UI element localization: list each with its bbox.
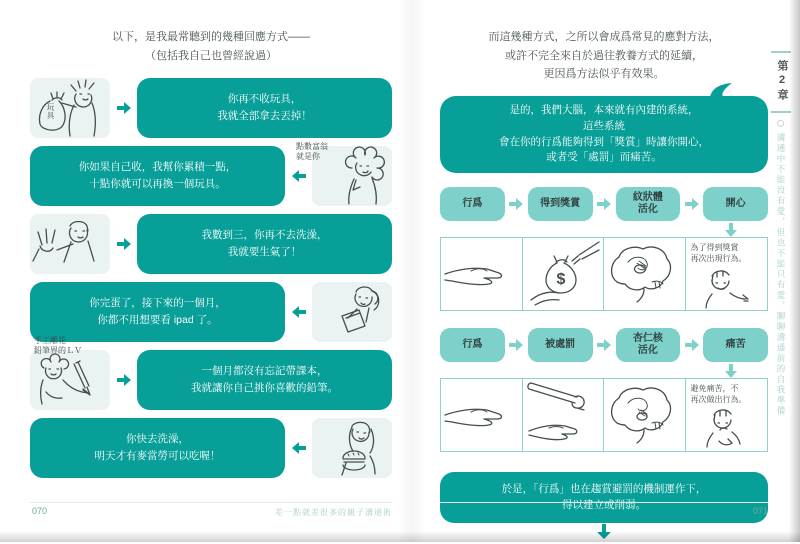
chapter-label: 第2章: [776, 60, 788, 103]
dollar-sign: $: [556, 271, 565, 289]
running-title: 差一點就差很多的親子溝通術: [275, 508, 392, 517]
arrow-right-icon: [116, 214, 131, 274]
speech-bubble: [30, 146, 285, 206]
pill-happy: 開心: [703, 187, 768, 221]
bubble-line: 你再不收玩具，: [227, 93, 302, 106]
striatum-brain-cell: [604, 238, 686, 310]
bubble-line: 明天才有麥當勞可以吃喔！: [94, 449, 221, 462]
page-edge-shadow: [0, 531, 800, 542]
fancy-pencil-icon: [30, 350, 110, 410]
points-caption: 點數富翁 就是你: [296, 141, 328, 162]
right-page-intro: [440, 28, 768, 84]
speech-bubble: [30, 418, 285, 478]
speech-tail-icon: [708, 83, 734, 97]
page-number-left: 070: [32, 506, 48, 516]
arrow-right-icon: [116, 350, 131, 410]
sad-child-cell: [686, 379, 768, 451]
footer-rule: [30, 502, 392, 503]
woman-with-tablet-icon: [312, 282, 392, 342]
pill-amygdala: 杏仁核 活化: [616, 328, 681, 362]
happy-child-cell: [686, 238, 768, 310]
pill-punished: 被處罰: [528, 328, 593, 362]
chapter-subtitle: 溝通中不能沒有愛，但也不能只有愛，聊聊溝通前的自我準備: [776, 133, 786, 417]
hamburger-icon: [312, 418, 392, 478]
money-bag-icon: [523, 238, 601, 310]
amygdala-brain-cell: [604, 379, 686, 451]
bubble-line: 於是，「行爲」也在趨賞避罰的機制運作下，: [501, 483, 707, 496]
speech-bubble: [137, 214, 392, 274]
counting-three-illustration: [30, 214, 110, 274]
bubble-line: 或者受「處罰」而痛苦。: [546, 151, 662, 164]
pill-behavior: 行爲: [440, 187, 505, 221]
speech-bubble: [137, 78, 392, 138]
stick-hitting-hand-icon: [523, 379, 601, 451]
intro-line-1: 而這幾種方式，之所以會成爲常見的應對方法，: [488, 31, 720, 43]
conclusion-bubble: [440, 472, 768, 523]
brain-striatum-icon: [604, 238, 682, 310]
bubble-line: 你如果自己收，我幫你累積一點，: [78, 161, 237, 174]
speech-bubble: [137, 350, 392, 410]
toy-bag-label: 玩具: [46, 102, 55, 120]
speech-bubble: [30, 282, 285, 342]
reward-flow: [440, 187, 768, 311]
bubble-line: 你完蛋了，接下來的一個月，: [89, 297, 226, 310]
bubble-line: 我就要生氣了！: [227, 245, 302, 258]
intro-line-2: （包括我自己也曾經說過）: [145, 50, 277, 63]
three-fingers-man-icon: [30, 214, 110, 274]
open-hand-icon: [441, 238, 519, 310]
dialog-row-6: [30, 418, 392, 478]
bubble-line: 會在你的行爲能夠得到「獎賞」時讓你開心，: [499, 135, 709, 148]
brain-amygdala-icon: [604, 379, 682, 451]
page-gutter: [398, 0, 426, 542]
pill-striatum: 紋狀體 活化: [616, 187, 681, 221]
flow-arrow-icon: [684, 198, 699, 210]
bubble-line: 我數到三，你再不去洗澡，: [201, 229, 328, 242]
dialog-row-5: [30, 335, 392, 410]
flow-arrow-icon: [684, 339, 699, 351]
reward-caption: 為了得到獎賞 再次出現行為。: [690, 243, 747, 264]
pill-reward: 得到獎賞: [528, 187, 593, 221]
bubble-line: 是的，我們大腦，本來就有內建的系統，: [509, 104, 699, 117]
arrow-left-icon: [291, 418, 306, 478]
flow-arrow-icon: [597, 198, 612, 210]
dialog-row-3: [30, 214, 392, 274]
dialog-row-1: [30, 78, 392, 138]
open-hand-cell: [441, 379, 523, 451]
money-bag-cell: [523, 238, 605, 310]
left-page-intro: [30, 28, 392, 67]
burger-woman-illustration: [312, 418, 392, 478]
right-page: [440, 28, 768, 544]
dialog-row-4: [30, 282, 392, 342]
arrow-right-icon: [116, 78, 131, 138]
punishment-flow: [440, 328, 768, 452]
bubble-line: 你快去洗澡，: [126, 433, 189, 446]
divider: [771, 111, 791, 113]
bubble-line: 十點你就可以再換一個玩具。: [89, 177, 226, 190]
section-dot-icon: [777, 120, 784, 127]
toy-bag-man-icon: [30, 78, 110, 138]
stick-hit-cell: [523, 379, 605, 451]
page-edge-shadow: [789, 0, 800, 542]
intro-line-2: 或許不完全來自於過往教養方式的延續，: [505, 49, 703, 62]
open-hand-icon: [441, 379, 519, 451]
punish-pill-row: [440, 328, 768, 362]
open-hand-cell: [441, 238, 523, 310]
arrow-left-icon: [291, 282, 306, 342]
pointing-woman-illustration: [296, 141, 392, 206]
flow-arrow-icon: [509, 198, 524, 210]
pill-pain: 痛苦: [703, 328, 768, 362]
bubble-line: 我就讓你自己挑你喜歡的鉛筆。: [191, 381, 338, 394]
man-with-toy-bag-illustration: [30, 78, 110, 138]
intro-line-3: 更因爲方法似乎有效果。: [543, 68, 665, 81]
bubble-line: 你都不用想要看 ipad 了。: [97, 313, 218, 326]
pencil-caption: 手工雕花 鉛筆界的ＬＶ: [34, 335, 82, 356]
flow-arrow-icon: [509, 339, 524, 351]
brain-system-bubble: [440, 96, 768, 173]
divider: [771, 51, 791, 53]
flow-arrow-icon: [597, 339, 612, 351]
reward-pill-row: [440, 187, 768, 221]
bubble-line: 得以建立或削弱。: [562, 499, 646, 512]
page-number-right: 071: [752, 506, 768, 516]
punish-illustration-strip: [440, 378, 768, 452]
bubble-line: 我就全部拿去丟掉！: [217, 109, 312, 122]
dialog-row-2: [30, 141, 392, 206]
bubble-line: 這些系統: [583, 119, 625, 132]
intro-line-1: 以下，是我最常聽到的幾種回應方式——: [112, 31, 310, 43]
pencil-person-illustration: [30, 335, 110, 410]
tablet-woman-illustration: [312, 282, 392, 342]
bubble-line: 一個月都沒有忘記帶課本，: [201, 365, 328, 378]
pill-behavior: 行爲: [440, 328, 505, 362]
footer-rule: [440, 502, 768, 503]
left-page: [30, 28, 392, 486]
punish-caption: 避免痛苦，不 再次做出行為。: [690, 384, 747, 405]
reward-illustration-strip: [440, 237, 768, 311]
